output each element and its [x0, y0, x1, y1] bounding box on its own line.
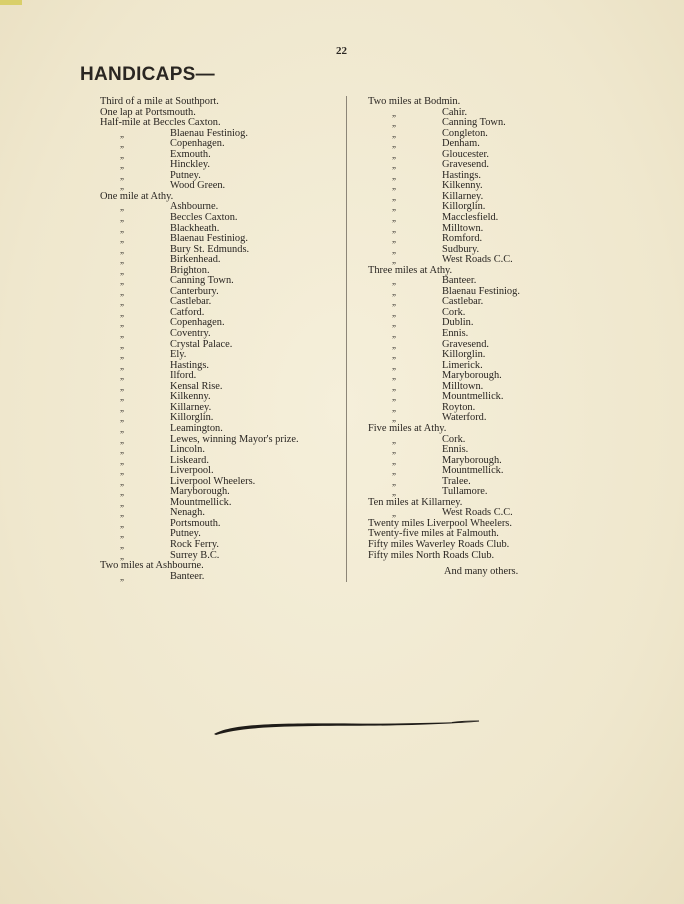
- venue-entry: Liverpool Wheelers.: [170, 475, 256, 487]
- event-heading: Third of a mile at Southport.: [100, 96, 219, 107]
- ditto-mark: „: [120, 371, 124, 382]
- list-item: [368, 435, 568, 446]
- venue-entry: Maryborough.: [170, 486, 230, 498]
- ditto-mark: „: [120, 466, 124, 477]
- ditto-mark: „: [120, 255, 124, 266]
- ditto-mark: „: [392, 234, 396, 245]
- venue-entry: Macclesfield.: [442, 212, 499, 224]
- ditto-mark: „: [392, 276, 396, 287]
- event-heading: One mile at Athy.: [100, 190, 174, 202]
- closing-line: [368, 567, 568, 578]
- venue-entry: Congleton.: [442, 127, 488, 139]
- list-item: [100, 192, 340, 203]
- list-item: [100, 297, 340, 308]
- venue-entry: Denham.: [442, 138, 480, 150]
- ditto-mark: „: [120, 213, 124, 224]
- ditto-mark: „: [120, 508, 124, 519]
- ditto-mark: „: [120, 497, 124, 508]
- ditto-mark: „: [120, 297, 124, 308]
- venue-entry: Killarney.: [442, 190, 484, 202]
- ditto-mark: „: [392, 149, 396, 160]
- ditto-mark: „: [120, 550, 124, 561]
- ditto-mark: „: [392, 350, 396, 361]
- event-heading: Half-mile at Beccles Caxton.: [100, 117, 221, 129]
- closing-text: And many others.: [444, 566, 519, 578]
- venue-entry: Mountmellick.: [170, 496, 232, 508]
- list-item: [100, 382, 340, 393]
- venue-entry: Ennis.: [442, 328, 469, 340]
- event-heading: Three miles at Athy.: [368, 264, 453, 276]
- ditto-mark: „: [120, 445, 124, 456]
- venue-entry: Tralee.: [442, 475, 471, 487]
- ditto-mark: „: [392, 339, 396, 350]
- list-item: [100, 529, 340, 540]
- list-item: [100, 255, 340, 266]
- ditto-mark: „: [120, 128, 124, 139]
- venue-entry: Wood Green.: [170, 180, 226, 192]
- list-item: [100, 445, 340, 456]
- ditto-mark: „: [120, 234, 124, 245]
- venue-entry: Ilford.: [170, 370, 197, 382]
- event-heading: Fifty miles Waverley Roads Club.: [368, 538, 510, 550]
- ditto-mark: „: [120, 350, 124, 361]
- ditto-mark: „: [120, 402, 124, 413]
- ditto-mark: „: [120, 392, 124, 403]
- venue-entry: Copenhagen.: [170, 317, 225, 329]
- ditto-mark: „: [120, 539, 124, 550]
- ditto-mark: „: [120, 181, 124, 192]
- ditto-mark: „: [120, 329, 124, 340]
- ditto-mark: „: [392, 160, 396, 171]
- ditto-mark: „: [392, 371, 396, 382]
- ditto-mark: „: [392, 445, 396, 456]
- ditto-mark: „: [392, 213, 396, 224]
- event-heading: Twenty miles Liverpool Wheelers.: [368, 517, 512, 529]
- ditto-mark: „: [392, 223, 396, 234]
- ditto-mark: „: [120, 139, 124, 150]
- venue-entry: Catford.: [170, 306, 205, 318]
- ditto-mark: „: [392, 402, 396, 413]
- section-heading: HANDICAPS—: [80, 64, 215, 85]
- ditto-mark: „: [392, 244, 396, 255]
- ditto-mark: „: [392, 476, 396, 487]
- venue-entry: Banteer.: [442, 275, 477, 287]
- ditto-mark: „: [392, 202, 396, 213]
- ditto-mark: „: [120, 487, 124, 498]
- venue-entry: Coventry.: [170, 328, 211, 340]
- ditto-mark: „: [120, 423, 124, 434]
- ditto-mark: „: [392, 286, 396, 297]
- list-item: [100, 361, 340, 372]
- venue-entry: Tullamore.: [442, 486, 488, 498]
- event-heading: One lap at Portsmouth.: [100, 106, 196, 118]
- ditto-mark: „: [120, 149, 124, 160]
- ditto-mark: „: [392, 128, 396, 139]
- list-item: [100, 540, 340, 551]
- venue-entry: Birkenhead.: [170, 254, 221, 266]
- ditto-mark: „: [392, 508, 396, 519]
- ditto-mark: „: [392, 434, 396, 445]
- list-item: [100, 340, 340, 351]
- right-column-list: [368, 97, 568, 578]
- ditto-mark: „: [120, 571, 124, 582]
- venue-entry: Kensal Rise.: [170, 380, 223, 392]
- list-item: [100, 350, 340, 361]
- venue-entry: Canterbury.: [170, 285, 219, 297]
- venue-entry: Kilkenny.: [170, 391, 211, 403]
- ditto-mark: „: [120, 455, 124, 466]
- ditto-mark: „: [392, 297, 396, 308]
- list-item: [100, 213, 340, 224]
- list-item: [100, 561, 340, 572]
- venue-entry: Liverpool.: [170, 465, 214, 477]
- venue-entry: Leamington.: [170, 422, 223, 434]
- venue-entry: Portsmouth.: [170, 517, 221, 529]
- list-item: [100, 287, 340, 298]
- venue-entry: Hinckley.: [170, 159, 211, 171]
- venue-entry: Mountmellick.: [442, 391, 504, 403]
- list-item: [368, 424, 568, 435]
- ditto-mark: „: [120, 160, 124, 171]
- venue-entry: Surrey B.C.: [170, 549, 220, 561]
- ditto-mark: „: [392, 381, 396, 392]
- venue-entry: Maryborough.: [442, 370, 502, 382]
- ditto-mark: „: [120, 318, 124, 329]
- venue-entry: Ashbourne.: [170, 201, 219, 213]
- venue-entry: Maryborough.: [442, 454, 502, 466]
- venue-entry: Killarney.: [170, 401, 212, 413]
- list-item: [100, 392, 340, 403]
- event-heading: Five miles at Athy.: [368, 422, 447, 434]
- venue-entry: Gravesend.: [442, 338, 490, 350]
- venue-entry: Limerick.: [442, 359, 483, 371]
- venue-entry: Brighton.: [170, 264, 210, 276]
- ditto-mark: „: [120, 360, 124, 371]
- decorative-flourish-divider: [212, 712, 482, 738]
- ditto-mark: „: [120, 518, 124, 529]
- list-item: [368, 540, 568, 551]
- venue-entry: Waterford.: [442, 412, 487, 424]
- ditto-mark: „: [392, 139, 396, 150]
- venue-entry: Rock Ferry.: [170, 538, 219, 550]
- venue-entry: Copenhagen.: [170, 138, 225, 150]
- ditto-mark: „: [120, 286, 124, 297]
- list-item: [368, 551, 568, 562]
- venue-entry: Lewes, winning Mayor's prize.: [170, 433, 299, 445]
- list-item: [100, 403, 340, 414]
- venue-entry: Exmouth.: [170, 148, 211, 160]
- left-column-list: [100, 97, 340, 582]
- event-heading: Two miles at Ashbourne.: [100, 560, 204, 572]
- ditto-mark: „: [120, 307, 124, 318]
- venue-entry: Bury St. Edmunds.: [170, 243, 250, 255]
- ditto-mark: „: [120, 339, 124, 350]
- venue-entry: Killorglin.: [170, 412, 214, 424]
- ditto-mark: „: [120, 381, 124, 392]
- venue-entry: Ely.: [170, 349, 187, 361]
- list-item: [100, 519, 340, 530]
- ditto-mark: „: [120, 202, 124, 213]
- ditto-mark: „: [120, 244, 124, 255]
- ditto-mark: „: [392, 318, 396, 329]
- venue-entry: West Roads C.C.: [442, 507, 513, 519]
- list-item: [368, 213, 568, 224]
- venue-entry: Blaenau Festiniog.: [170, 233, 248, 245]
- page-number: 22: [336, 45, 347, 57]
- ditto-mark: „: [392, 255, 396, 266]
- list-item: [100, 456, 340, 467]
- venue-entry: Canning Town.: [442, 117, 506, 129]
- venue-entry: Gravesend.: [442, 159, 490, 171]
- ditto-mark: „: [120, 170, 124, 181]
- list-item: [100, 276, 340, 287]
- list-item: [100, 97, 340, 108]
- venue-entry: Sudbury.: [442, 243, 480, 255]
- ditto-mark: „: [392, 191, 396, 202]
- venue-entry: Blaenau Festiniog.: [442, 285, 520, 297]
- event-heading: Fifty miles North Roads Club.: [368, 549, 495, 561]
- ditto-mark: „: [392, 413, 396, 424]
- venue-entry: Mountmellick.: [442, 465, 504, 477]
- column-divider: [346, 96, 347, 582]
- list-item: [100, 424, 340, 435]
- venue-entry: Killorglin.: [442, 201, 486, 213]
- ditto-mark: „: [392, 118, 396, 129]
- ditto-mark: „: [392, 181, 396, 192]
- venue-entry: Milltown.: [442, 380, 484, 392]
- list-item: [100, 329, 340, 340]
- venue-entry: Liskeard.: [170, 454, 209, 466]
- list-item: [100, 160, 340, 171]
- venue-entry: Gloucester.: [442, 148, 490, 160]
- venue-entry: Killorglin.: [442, 349, 486, 361]
- venue-entry: Hastings.: [170, 359, 209, 371]
- list-item: [100, 139, 340, 150]
- venue-entry: Canning Town.: [170, 275, 234, 287]
- venue-entry: Milltown.: [442, 222, 484, 234]
- venue-entry: Lincoln.: [170, 444, 205, 456]
- event-heading: Twenty-five miles at Falmouth.: [368, 528, 499, 540]
- venue-entry: Romford.: [442, 233, 483, 245]
- list-item: [368, 329, 568, 340]
- list-item: [368, 445, 568, 456]
- venue-entry: Blaenau Festiniog.: [170, 127, 248, 139]
- event-heading: Ten miles at Killarney.: [368, 496, 463, 508]
- ditto-mark: „: [120, 434, 124, 445]
- venue-entry: Crystal Palace.: [170, 338, 233, 350]
- venue-entry: Putney.: [170, 169, 201, 181]
- venue-entry: West Roads C.C.: [442, 254, 513, 266]
- list-item: [368, 318, 568, 329]
- venue-entry: Royton.: [442, 401, 476, 413]
- list-item: [368, 97, 568, 108]
- event-heading: Two miles at Bodmin.: [368, 96, 461, 107]
- ditto-mark: „: [392, 392, 396, 403]
- ditto-mark: „: [392, 307, 396, 318]
- venue-entry: Kilkenny.: [442, 180, 483, 192]
- list-item: [100, 435, 340, 446]
- venue-entry: Nenagh.: [170, 507, 205, 519]
- venue-entry: Hastings.: [442, 169, 481, 181]
- venue-entry: Cahir.: [442, 106, 468, 118]
- ditto-mark: „: [392, 329, 396, 340]
- list-item: [368, 297, 568, 308]
- ditto-mark: „: [120, 265, 124, 276]
- venue-entry: Putney.: [170, 528, 201, 540]
- venue-entry: Cork.: [442, 433, 466, 445]
- list-item: [100, 318, 340, 329]
- ditto-mark: „: [120, 476, 124, 487]
- list-item: [100, 150, 340, 161]
- ditto-mark: „: [120, 529, 124, 540]
- page-corner-tab: [0, 0, 22, 5]
- venue-entry: Dublin.: [442, 317, 474, 329]
- ditto-mark: „: [120, 223, 124, 234]
- venue-entry: Ennis.: [442, 444, 469, 456]
- venue-entry: Beccles Caxton.: [170, 212, 238, 224]
- list-item: [100, 572, 340, 583]
- venue-entry: Blackheath.: [170, 222, 220, 234]
- ditto-mark: „: [392, 360, 396, 371]
- ditto-mark: „: [392, 487, 396, 498]
- venue-entry: Cork.: [442, 306, 466, 318]
- list-item: [100, 498, 340, 509]
- ditto-mark: „: [392, 170, 396, 181]
- ditto-mark: „: [392, 466, 396, 477]
- venue-entry: Castlebar.: [442, 296, 484, 308]
- ditto-mark: „: [392, 107, 396, 118]
- ditto-mark: „: [392, 455, 396, 466]
- venue-entry: Banteer.: [170, 570, 205, 582]
- ditto-mark: „: [120, 276, 124, 287]
- ditto-mark: „: [120, 413, 124, 424]
- venue-entry: Castlebar.: [170, 296, 212, 308]
